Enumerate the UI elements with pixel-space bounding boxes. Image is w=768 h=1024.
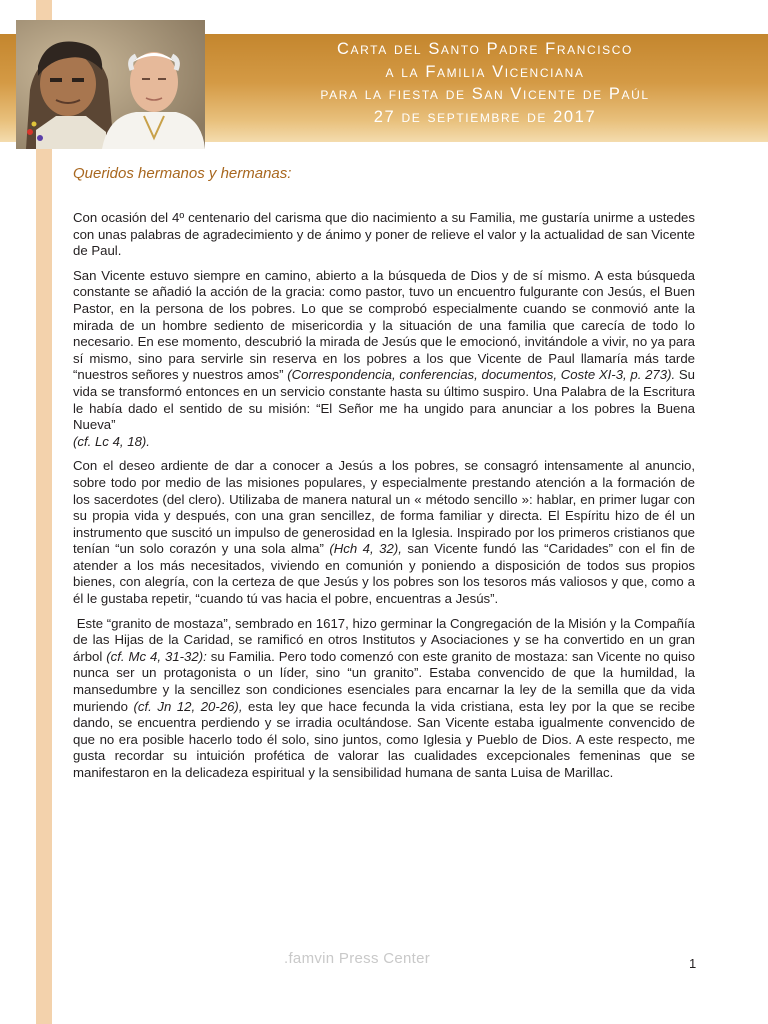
citation: (cf. Mc 4, 31-32): [106, 648, 207, 664]
title-line-3: para la fiesta de San Vicente de Paúl [320, 85, 650, 103]
letter-body [73, 165, 695, 790]
paragraph-1: Con ocasión del 4º centenario del carisma que dio nacimiento a su Familia, me gustaría unirme a ustedes con unas palabras de agradecimiento y de ánimo y poner de relieve el valor y la actualidad de san Vicente de Paul. [73, 210, 695, 259]
side-stripe [36, 0, 52, 1024]
paragraph-3 [73, 458, 695, 607]
portrait-illustration [16, 20, 205, 149]
paragraph-2-text-b: Su vida se transformó entonces en un servicio constante hasta su último suspiro. Una Palabra de la Escritura le había dado el sentido de su misión: “El Señor me ha ungido para anunciar a los pobres la Buena Nueva” [73, 367, 695, 433]
paragraph-4-text-a: Este “granito de mostaza”, sembrado en 1617, hizo germinar la Congregación de la Misión y la Compañía de las Hijas de la Caridad, se ramificó en otros Institutos y Asociaciones y se ha convertido en un gran árbol [73, 615, 695, 664]
footer-brand: .famvin Press Center [284, 950, 431, 967]
paragraph-2-text-a: San Vicente estuvo siempre en camino, abierto a la búsqueda de Dios y de sí mismo. A esta búsqueda constante se añadió la acción de la gracia: como pastor, tuvo un encuentro fulgurante con Jesús, el Buen Pastor, en la persona de los pobres. Lo que se comprobó especialmente cuando se conmovió ante la mirada de un hombre sediento de misericordia y la situación de una familia que carecía de todo lo necesario. En ese momento, descubrió la mirada de Jesús que le emocionó, invitándole a vivir, no ya para sí mismo, sino para servirle sin reserva en los pobres a los que Vicente de Paul llamaría más tarde “nuestros señores y nuestros amos” [73, 267, 695, 383]
paragraph-3-text-a: Con el deseo ardiente de dar a conocer a Jesús a los pobres, se consagró intensamente al anuncio, sobre todo por medio de las misiones populares, y especialmente prestando atención a la formación de los sacerdotes (del clero). Utilizaba de manera natural un « método sencillo »: hablar, en primer lugar con su propia vida y después, con una gran sencillez, de forma familiar y directa. El Espíritu hizo de él un instrumento que suscitó un impulso de generosidad en la Iglesia. Inspirado por los primeros cristianos que tenían “un solo corazón y una sola alma” [73, 458, 695, 557]
citation: (cf. Lc 4, 18). [73, 433, 150, 449]
paragraph-4-text-b: su Familia. Pero todo comenzó con este granito de mostaza: san Vicente no quiso nunca ser un protagonista o un líder, sino “un granito”. Estaba convencido de que la humildad, la mansedumbre y la sencillez son condiciones esenciales para encarnar la ley de la semilla que da vida muriendo [73, 648, 695, 714]
title-line-4: 27 de septiembre de 2017 [373, 107, 597, 126]
paragraph-3-text-b: san Vicente fundó las “Caridades” con el fin de atender a los más necesitados, viviendo en comunión y poniendo a disposición de todos sus propios bienes, con alegría, con la certeza de que Jesús y los pobres son los tesoros más valiosos y que, como a él le gustaba repetir, “cuando tú vas hacia el pobre, encuentras a Jesús”. [73, 541, 696, 607]
citation: (Hch 4, 32), [329, 541, 402, 557]
title-line-1: Carta del Santo Padre Francisco [337, 40, 633, 58]
letter-title [210, 38, 760, 128]
citation: (Correspondencia, conferencias, documentos, Coste XI-3, p. 273). [287, 367, 676, 383]
greeting: Queridos hermanos y hermanas: [73, 165, 292, 182]
header-portrait-image [16, 20, 205, 149]
title-line-2: a la Familia Vicenciana [385, 62, 585, 81]
paragraph-2 [73, 268, 695, 451]
citation: (cf. Jn 12, 20-26), [133, 698, 243, 714]
page-number: 1 [689, 956, 697, 971]
paragraph-4-text-c: esta ley que hace fecunda la vida cristiana, esta ley por la que se recibe dando, se encuentra perdiendo y se irradia ocultándose. San Vicente estaba igualmente convencido de que no era posible hacerlo todo él solo, sino juntos, como Iglesia y Pueblo de Dios. A este respecto, me gusta recordar su intuición profética de valorar las cualidades excepcionales femeninas que se manifestaron en la delicadeza espiritual y la sensibilidad humana de santa Luisa de Marillac. [73, 698, 696, 780]
paragraph-4 [73, 616, 695, 782]
